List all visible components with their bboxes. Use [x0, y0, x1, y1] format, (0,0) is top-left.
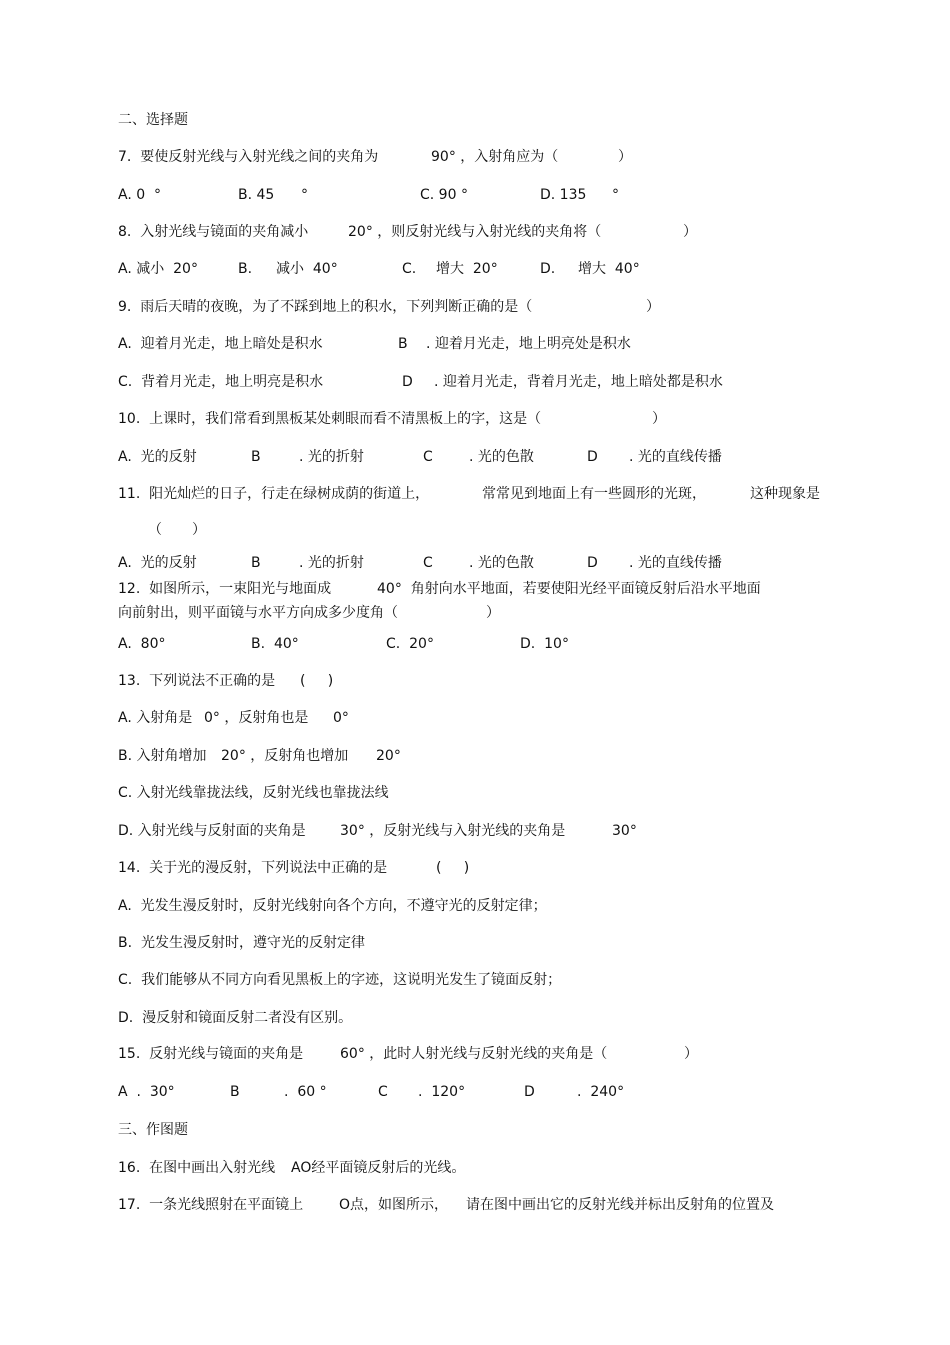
question-12: 12. 如图所示，一束阳光与地面成 40° 角射向水平地面，若要使阳光经平面镜反射后沿水平地面 — [118, 581, 761, 597]
question-13-option-b: B. 入射角增加 20° ，反射角也增加 20° — [118, 748, 401, 764]
question-14-option-b: B. 光发生漫反射时，遵守光的反射定律 — [118, 935, 365, 951]
question-9-options-ab: A. 迎着月光走，地上暗处是积水 B . 迎着月光走，地上明亮处是积水 — [118, 336, 631, 352]
section-heading-choice: 二、选择题 — [118, 112, 188, 128]
question-12-options: A. 80° B. 40° C. 20° D. 10° — [118, 636, 569, 652]
question-13-option-a: A. 入射角是 0° ，反射角也是 0° — [118, 710, 349, 726]
question-9: 9. 雨后天晴的夜晚，为了不踩到地上的积水，下列判断正确的是（ ） — [118, 299, 660, 315]
section-heading-drawing: 三、作图题 — [118, 1122, 188, 1138]
question-10-options: A. 光的反射 B . 光的折射 C . 光的色散 D . 光的直线传播 — [118, 449, 722, 465]
question-14-option-a: A. 光发生漫反射时，反射光线射向各个方向，不遵守光的反射定律； — [118, 898, 547, 914]
question-13-option-c: C. 入射光线靠拢法线，反射光线也靠拢法线 — [118, 785, 389, 801]
question-8: 8. 入射光线与镜面的夹角减小 20° ，则反射光线与入射光线的夹角将（ ） — [118, 224, 697, 240]
question-14-option-c: C. 我们能够从不同方向看见黑板上的字迹，这说明光发生了镜面反射； — [118, 972, 562, 988]
question-14-option-d: D. 漫反射和镜面反射二者没有区别。 — [118, 1010, 353, 1026]
question-14: 14. 关于光的漫反射，下列说法中正确的是 ( ) — [118, 860, 470, 876]
question-15: 15. 反射光线与镜面的夹角是 60° ，此时人射光线与反射光线的夹角是（ ） — [118, 1046, 698, 1062]
question-16: 16. 在图中画出入射光线 AO经平面镜反射后的光线。 — [118, 1160, 466, 1176]
question-8-options: A. 减小 20° B. 减小 40° C. 增大 20° D. 增大 40° — [118, 261, 640, 277]
question-9-options-cd: C. 背着月光走，地上明亮是积水 D . 迎着月光走，背着月光走，地上暗处都是积水 — [118, 374, 723, 390]
question-11-continued: （ ） — [148, 522, 206, 538]
question-13-option-d: D. 入射光线与反射面的夹角是 30° ，反射光线与入射光线的夹角是 30° — [118, 823, 637, 839]
question-13: 13. 下列说法不正确的是 ( ) — [118, 673, 334, 689]
question-11: 11. 阳光灿烂的日子，行走在绿树成荫的街道上， 常常见到地面上有一些圆形的光斑， 这种现象是 — [118, 486, 820, 502]
question-10: 10. 上课时，我们常看到黑板某处刺眼而看不清黑板上的字，这是（ ） — [118, 411, 666, 427]
question-15-options: A . 30° B . 60 ° C . 120° D . 240° — [118, 1084, 625, 1100]
question-7: 7. 要使反射光线与入射光线之间的夹角为 90° ，入射角应为（ ） — [118, 149, 632, 165]
question-11-options: A. 光的反射 B . 光的折射 C . 光的色散 D . 光的直线传播 — [118, 555, 722, 571]
question-12-continued: 向前射出，则平面镜与水平方向成多少度角（ ） — [118, 605, 500, 621]
question-7-options: A. 0 ° B. 45 ° C. 90 ° D. 135 ° — [118, 187, 619, 203]
question-17: 17. 一条光线照射在平面镜上 O点，如图所示， 请在图中画出它的反射光线并标出反射角的位置及 — [118, 1197, 774, 1213]
